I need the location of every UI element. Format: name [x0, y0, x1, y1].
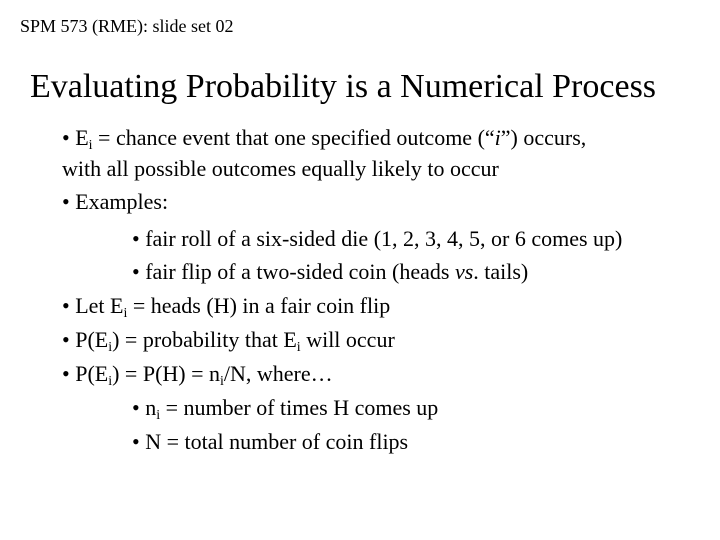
formula-text-c: /N, where…	[223, 361, 333, 386]
subscript-i: i	[296, 340, 301, 355]
italic-i: i	[494, 125, 501, 150]
formula-text-a: • P(E	[62, 361, 109, 386]
subscript-i: i	[88, 138, 93, 153]
bullet-ei-definition	[62, 124, 586, 152]
coin-flip-text-b: . tails)	[473, 259, 529, 284]
sub-bullet-n: • N = total number of coin flips	[132, 429, 409, 454]
subscript-i: i	[156, 408, 161, 423]
subscript-i: i	[220, 374, 224, 389]
sub-bullet-coin-flip	[132, 258, 528, 286]
definition-text-a: = chance event that one specified outcome (“	[92, 125, 495, 150]
italic-vs: vs	[454, 259, 474, 284]
let-ei-text-a: • Let E	[62, 293, 124, 318]
coin-flip-text-a: • fair flip of a two-sided coin (heads	[132, 259, 455, 284]
let-ei-text-b: = heads (H) in a fair coin flip	[127, 293, 391, 318]
sub-bullet-die-roll: • fair roll of a six-sided die (1, 2, 3, 4, 5, or 6 comes up)	[132, 226, 623, 251]
bullet-examples: • Examples:	[62, 189, 169, 214]
bullet-probability-definition	[62, 326, 395, 354]
event-symbol: E	[75, 125, 89, 150]
ni-text-a: • n	[132, 395, 157, 420]
bullet-let-ei	[62, 292, 390, 320]
sub-bullet-ni	[132, 394, 438, 422]
prob-def-text-a: • P(E	[62, 327, 109, 352]
prob-def-text-c: will occur	[300, 327, 395, 352]
slide-title: Evaluating Probability is a Numerical Process	[30, 68, 657, 105]
prob-def-text-b: ) = probability that E	[112, 327, 297, 352]
bullet-marker: •	[62, 125, 70, 150]
subscript-i: i	[108, 374, 113, 389]
bullet-probability-formula	[62, 360, 333, 388]
bullet-ei-continuation: with all possible outcomes equally likely to occur	[62, 156, 499, 181]
subscript-i: i	[108, 340, 113, 355]
subscript-i: i	[123, 306, 128, 321]
ni-text-b: = number of times H comes up	[160, 395, 439, 420]
slide-header: SPM 573 (RME): slide set 02	[20, 16, 234, 36]
formula-text-b: ) = P(H) = n	[112, 361, 221, 386]
definition-text-b: ”) occurs,	[500, 125, 587, 150]
